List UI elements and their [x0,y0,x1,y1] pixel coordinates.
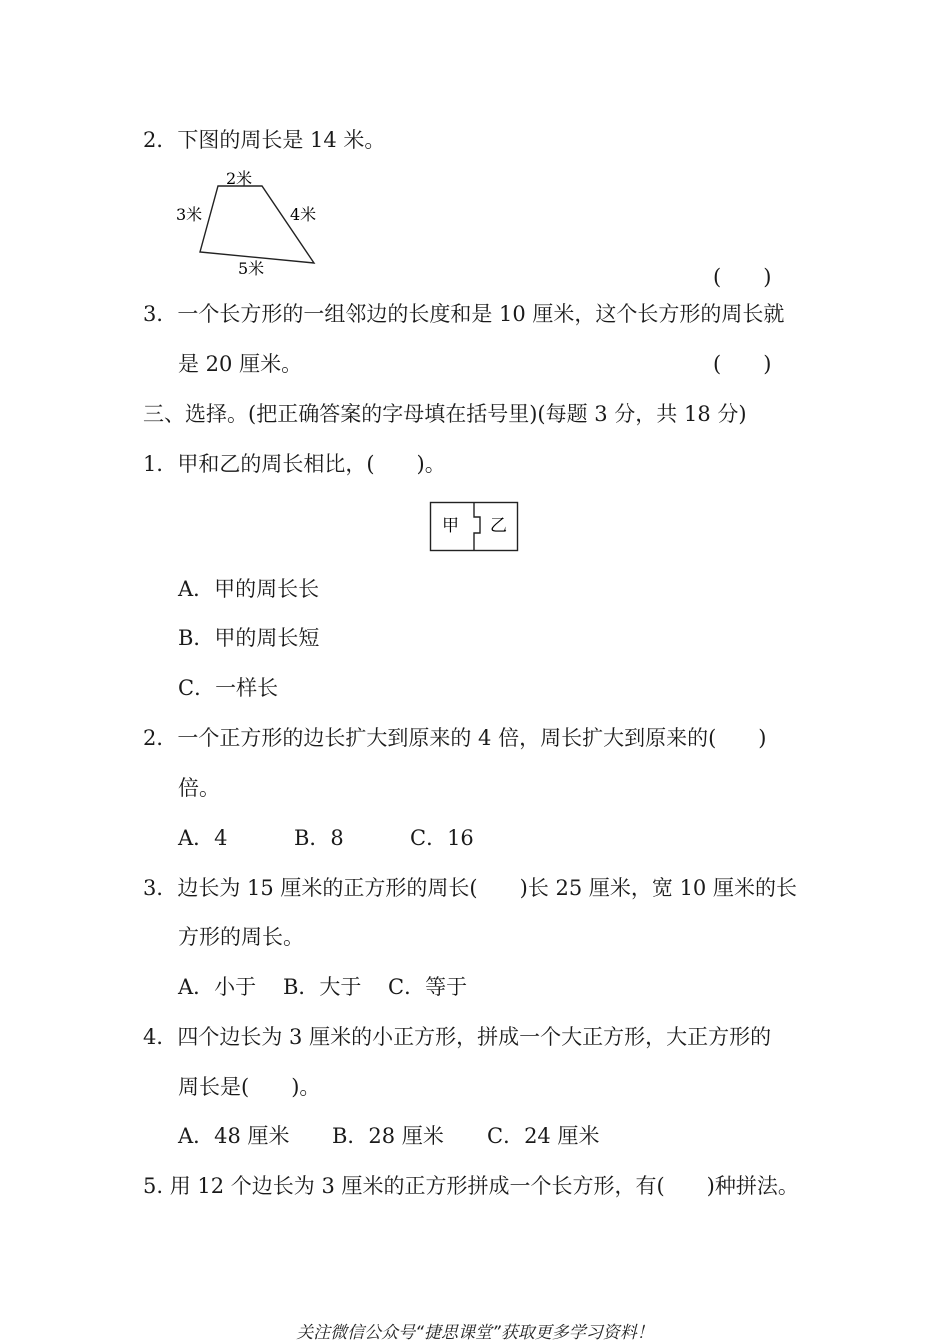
choice-q3-option-c[interactable]: C．等于 [388,975,468,999]
choice-q2-option-c[interactable]: C．16 [410,826,474,850]
section3-title: 三、选择。(把正确答案的字母填在括号里)(每题 3 分，共 18 分) [143,402,747,426]
judge-q3-line2: 是 20 厘米。 [178,352,303,376]
choice-q3-line2: 方形的周长。 [178,925,304,949]
choice-q3-option-a[interactable]: A．小于 [178,975,257,999]
choice-q1-option-b[interactable]: B．甲的周长短 [178,626,320,650]
choice-q4-option-a[interactable]: A．48 厘米 [178,1124,290,1148]
choice-q3-option-b[interactable]: B．大于 [283,975,362,999]
choice-q4-option-b[interactable]: B．28 厘米 [332,1124,444,1148]
judge-q2-answer-paren[interactable]: ( ) [713,265,772,289]
yi-label: 乙 [490,516,507,536]
choice-q4-line2: 周长是( )。 [178,1075,321,1099]
choice-q1-option-c[interactable]: C．一样长 [178,676,279,700]
choice-q4-option-c[interactable]: C．24 厘米 [487,1124,600,1148]
choice-q5-text: 5. 用 12 个边长为 3 厘米的正方形拼成一个长方形，有( )种拼法。 [143,1174,799,1198]
trapezoid-left-label: 3米 [176,205,203,224]
trapezoid-right-label: 4米 [290,205,317,224]
jia-yi-figure [428,500,522,554]
choice-q2-option-b[interactable]: B．8 [294,826,344,850]
judge-q3-line1: 3．一个长方形的一组邻边的长度和是 10 厘米，这个长方形的周长就 [143,302,785,326]
choice-q1-text: 1．甲和乙的周长相比，( )。 [143,452,446,476]
judge-q2-text: 2．下图的周长是 14 米。 [143,128,386,152]
choice-q2-line2: 倍。 [178,776,220,800]
judge-q3-answer-paren[interactable]: ( ) [713,352,772,376]
jia-yi-divider [474,503,480,551]
trapezoid-figure [170,160,340,280]
choice-q2-line1: 2．一个正方形的边长扩大到原来的 4 倍，周长扩大到原来的( ) [143,726,767,750]
trapezoid-top-label: 2米 [226,169,253,188]
choice-q3-line1: 3．边长为 15 厘米的正方形的周长( )长 25 厘米，宽 10 厘米的长 [143,876,797,900]
trapezoid-shape [200,186,317,263]
choice-q1-option-a[interactable]: A．甲的周长长 [178,577,320,601]
choice-q4-line1: 4．四个边长为 3 厘米的小正方形，拼成一个大正方形，大正方形的 [143,1025,772,1049]
footer-note: 关注微信公众号“捷思课堂”获取更多学习资料！ [296,1323,654,1343]
choice-q2-option-a[interactable]: A．4 [178,826,228,850]
jia-label: 甲 [442,516,459,536]
trapezoid-bottom-label: 5米 [238,259,265,278]
